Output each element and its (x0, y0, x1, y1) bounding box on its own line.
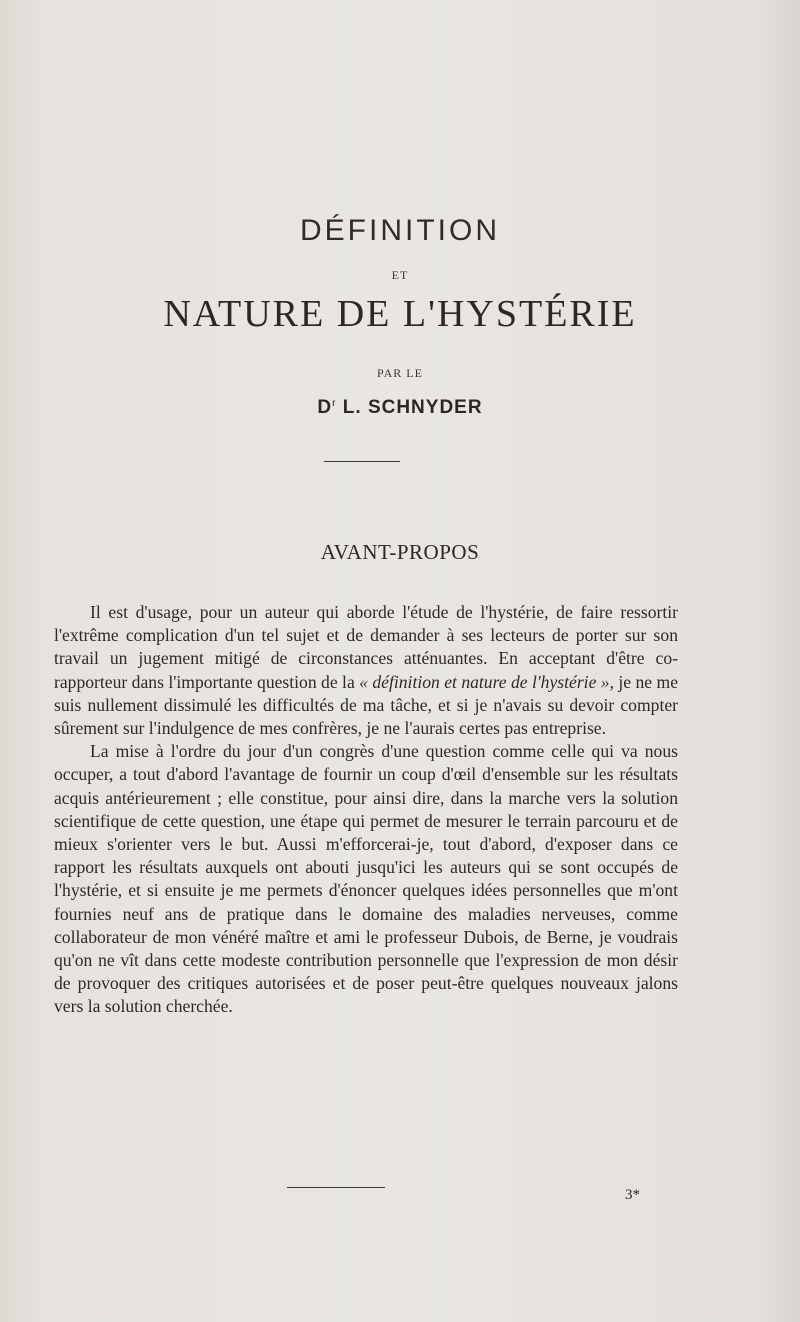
author-surname: L. SCHNYDER (342, 397, 483, 418)
signature-mark: 3* (625, 1187, 640, 1203)
title-conjunction: ET (391, 268, 409, 282)
paragraph-1-start: Il est d'usage, pour un auteur qui aborde l'étude de l'hystérie, de faire ressortir l'extrême complication d'un tel sujet et de demander à ses lecteurs de porter sur son travail un jugement mitigé de circonstances atténuantes. En acceptant d'être co-rapporteur dans l'importante question de la (54, 602, 678, 692)
footer-divider (287, 1187, 385, 1188)
section-heading: AVANT-PROPOS (320, 540, 480, 564)
paragraph-1-end: , je ne me suis nullement dissimulé les difficultés de ma tâche, et si je n'avais su devoir compter sûrement sur l'indulgence de mes confrères, je ne l'aurais certes pas entreprise. (54, 671, 678, 739)
paragraph-2: La mise à l'ordre du jour d'un congrès d'une question comme celle qui va nous occuper, a tout d'abord l'avantage de fournir un coup d'œil d'ensemble sur les résultats acquis antérieurement ; elle constitue, pour ainsi dire, dans la marche vers la solution scientifique de cette question, une étape qui permet de mesurer le terrain parcouru et de mieux s'orienter vers le but. Aussi m'efforcerai-je, tout d'abord, d'exposer dans ce rapport les résultats auxquels ont abouti jusqu'ici les auteurs qui se sont occupés de l'hystérie, et si ensuite je me permets d'énoncer quelques idées personnelles que m'ont fournies neuf ans de pratique dans le domaine des maladies nerveuses, comme collaborateur de mon vénéré maître et ami le professeur Dubois, de Berne, je voudrais qu'on ne vît dans cette modeste contribution personnelle que l'expression de mon désir de provoquer des critiques autorisées et de poser peut-être quelques nouveaux jalons vers la solution cherchée. (54, 741, 678, 1017)
byline-label: PAR LE (377, 366, 423, 380)
body-text (54, 601, 678, 1019)
title-main: DÉFINITION (300, 214, 500, 247)
title-subtitle: NATURE DE L'HYSTÉRIE (163, 293, 637, 335)
author-prefix-sup: r (332, 398, 337, 409)
paragraph-1-quote: « définition et nature de l'hystérie » (359, 671, 610, 692)
author-name (0, 397, 800, 419)
paragraph-1 (54, 601, 678, 740)
title-divider (324, 461, 400, 462)
author-prefix: D (317, 397, 333, 418)
